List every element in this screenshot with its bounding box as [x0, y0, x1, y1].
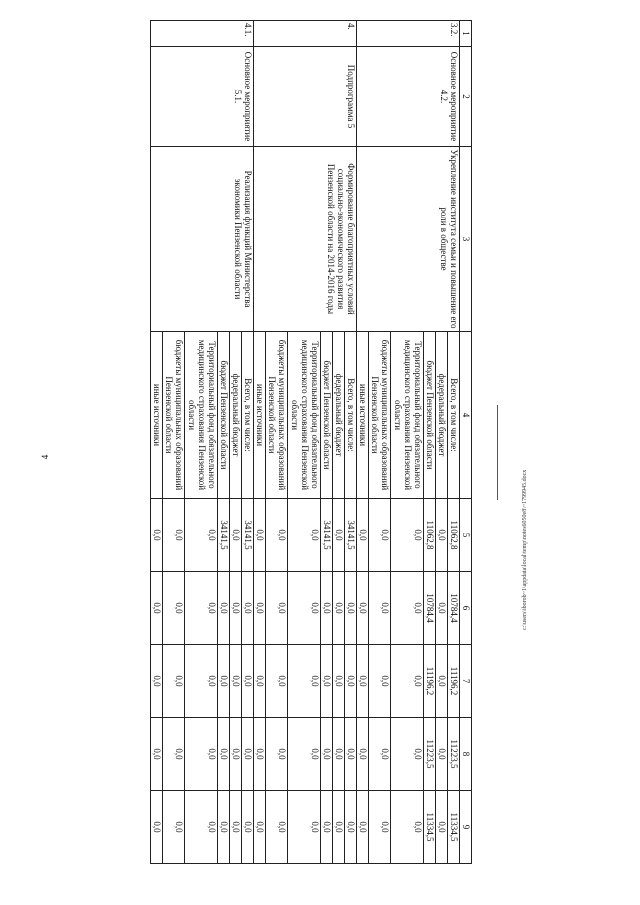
value-cell: 0,0	[242, 645, 254, 718]
file-path: c:\users\iborob~1\appdata\local\temp\notes6050e8\~1799945.docx	[522, 469, 528, 630]
value-cell: 0,0	[151, 791, 163, 864]
funding-source-cell: Всего, в том числе:	[242, 332, 254, 499]
value-cell: 0,0	[391, 791, 424, 864]
value-cell: 0,0	[369, 572, 391, 645]
value-cell: 0,0	[242, 791, 254, 864]
header-cell: 7	[460, 645, 472, 718]
funding-source-cell: федеральный бюджет	[436, 332, 448, 499]
value-cell: 34141,5	[321, 499, 333, 572]
header-cell: 1	[460, 21, 472, 47]
value-cell: 11062,8	[448, 499, 460, 572]
value-cell: 0,0	[185, 572, 218, 645]
section-type-cell: Основное мероприятие 5.1.	[151, 47, 254, 147]
value-cell: 11196,2	[448, 645, 460, 718]
page-number: 4	[40, 454, 50, 460]
section-type-cell: Подпрограмма 5	[254, 47, 357, 147]
value-cell: 0,0	[357, 499, 369, 572]
value-cell: 0,0	[266, 499, 288, 572]
funding-source-cell: федеральный бюджет	[230, 332, 242, 499]
funding-source-cell: бюджет Пензенской области	[218, 332, 230, 499]
value-cell: 0,0	[163, 791, 185, 864]
funding-source-cell: Территориальный фонд обязательного медицинского страхования Пензенской области	[391, 332, 424, 499]
value-cell: 0,0	[321, 718, 333, 791]
funding-source-cell: бюджет Пензенской области	[424, 332, 436, 499]
value-cell: 0,0	[436, 572, 448, 645]
value-cell: 0,0	[218, 572, 230, 645]
value-cell: 0,0	[163, 572, 185, 645]
value-cell: 0,0	[345, 791, 357, 864]
funding-source-cell: бюджеты муниципальных образований Пензенской области	[266, 332, 288, 499]
value-cell: 0,0	[345, 572, 357, 645]
value-cell: 11334,5	[424, 791, 436, 864]
value-cell: 11223,5	[448, 718, 460, 791]
funding-source-cell: бюджеты муниципальных образований Пензенской области	[369, 332, 391, 499]
header-cell: 5	[460, 499, 472, 572]
value-cell: 0,0	[288, 572, 321, 645]
section-number-cell: 4.	[254, 21, 357, 47]
funding-source-cell: иные источники	[357, 332, 369, 499]
value-cell: 0,0	[185, 499, 218, 572]
value-cell: 0,0	[288, 791, 321, 864]
value-cell: 0,0	[254, 791, 266, 864]
section-type-cell: Основное мероприятие 4.2.	[357, 47, 460, 147]
header-cell: 4	[460, 332, 472, 499]
value-cell: 0,0	[151, 718, 163, 791]
value-cell: 0,0	[266, 718, 288, 791]
value-cell: 0,0	[242, 718, 254, 791]
value-cell: 0,0	[321, 645, 333, 718]
value-cell: 0,0	[185, 718, 218, 791]
value-cell: 0,0	[321, 572, 333, 645]
value-cell: 0,0	[357, 791, 369, 864]
value-cell: 0,0	[230, 572, 242, 645]
value-cell: 0,0	[436, 645, 448, 718]
section-title-cell: Укрепление института семьи и повышение его роли в обществе	[357, 147, 460, 332]
value-cell: 0,0	[151, 645, 163, 718]
value-cell: 0,0	[163, 499, 185, 572]
value-cell: 0,0	[333, 718, 345, 791]
financing-table-rotated	[74, 20, 472, 863]
value-cell: 0,0	[254, 645, 266, 718]
funding-source-cell: федеральный бюджет	[333, 332, 345, 499]
value-cell: 0,0	[230, 791, 242, 864]
header-cell: 3	[460, 147, 472, 332]
value-cell: 0,0	[436, 499, 448, 572]
value-cell: 0,0	[333, 645, 345, 718]
value-cell: 0,0	[230, 718, 242, 791]
value-cell: 0,0	[436, 718, 448, 791]
value-cell: 10784,4	[448, 572, 460, 645]
funding-source-cell: иные источники	[151, 332, 163, 499]
value-cell: 0,0	[288, 718, 321, 791]
value-cell: 34141,5	[218, 499, 230, 572]
value-cell: 0,0	[254, 499, 266, 572]
value-cell: 0,0	[369, 718, 391, 791]
table-row	[345, 21, 357, 864]
value-cell: 0,0	[288, 645, 321, 718]
value-cell: 0,0	[266, 645, 288, 718]
value-cell: 0,0	[369, 791, 391, 864]
value-cell: 0,0	[345, 718, 357, 791]
table-body	[151, 21, 472, 864]
funding-source-cell: бюджеты муниципальных образований Пензенской области	[163, 332, 185, 499]
value-cell: 0,0	[288, 499, 321, 572]
value-cell: 10784,4	[424, 572, 436, 645]
value-cell: 0,0	[218, 718, 230, 791]
header-cell: 2	[460, 47, 472, 147]
footer-rule	[497, 405, 498, 500]
value-cell: 0,0	[185, 791, 218, 864]
value-cell: 34141,5	[242, 499, 254, 572]
value-cell: 0,0	[357, 718, 369, 791]
section-title-cell: Реализация функций Министерства экономики Пензенской области	[151, 147, 254, 332]
value-cell: 0,0	[218, 645, 230, 718]
value-cell: 11334,5	[448, 791, 460, 864]
value-cell: 0,0	[230, 645, 242, 718]
funding-source-cell: Всего, в том числе:	[448, 332, 460, 499]
value-cell: 0,0	[333, 499, 345, 572]
value-cell: 0,0	[254, 718, 266, 791]
value-cell: 11196,2	[424, 645, 436, 718]
value-cell: 0,0	[242, 572, 254, 645]
value-cell: 0,0	[254, 572, 266, 645]
section-number-cell: 4.1.	[151, 21, 254, 47]
funding-source-cell: Территориальный фонд обязательного медицинского страхования Пензенской области	[288, 332, 321, 499]
funding-source-cell: иные источники	[254, 332, 266, 499]
value-cell: 0,0	[266, 791, 288, 864]
value-cell: 0,0	[369, 499, 391, 572]
value-cell: 0,0	[357, 645, 369, 718]
header-cell: 6	[460, 572, 472, 645]
header-cell: 9	[460, 791, 472, 864]
funding-source-cell: Территориальный фонд обязательного медицинского страхования Пензенской области	[185, 332, 218, 499]
value-cell: 0,0	[357, 572, 369, 645]
value-cell: 0,0	[436, 791, 448, 864]
value-cell: 11223,5	[424, 718, 436, 791]
value-cell: 0,0	[218, 791, 230, 864]
section-title-cell: Формирование благоприятных условий социально-экономического развития Пензенской области на 2014-2016 годы	[254, 147, 357, 332]
value-cell: 0,0	[266, 572, 288, 645]
value-cell: 0,0	[230, 499, 242, 572]
financing-table	[150, 20, 472, 864]
value-cell: 0,0	[391, 572, 424, 645]
value-cell: 11062,8	[424, 499, 436, 572]
value-cell: 0,0	[163, 645, 185, 718]
value-cell: 0,0	[345, 645, 357, 718]
value-cell: 0,0	[369, 645, 391, 718]
header-cell: 8	[460, 718, 472, 791]
value-cell: 0,0	[321, 791, 333, 864]
table-row	[242, 21, 254, 864]
value-cell: 0,0	[391, 718, 424, 791]
value-cell: 0,0	[333, 791, 345, 864]
funding-source-cell: Всего, в том числе:	[345, 332, 357, 499]
value-cell: 0,0	[151, 572, 163, 645]
funding-source-cell: бюджет Пензенской области	[321, 332, 333, 499]
value-cell: 0,0	[391, 499, 424, 572]
value-cell: 0,0	[163, 718, 185, 791]
value-cell: 0,0	[151, 499, 163, 572]
table-row	[448, 21, 460, 864]
value-cell: 34141,5	[345, 499, 357, 572]
value-cell: 0,0	[185, 645, 218, 718]
section-number-cell: 3.2.	[357, 21, 460, 47]
value-cell: 0,0	[391, 645, 424, 718]
value-cell: 0,0	[333, 572, 345, 645]
header-row	[460, 21, 472, 864]
